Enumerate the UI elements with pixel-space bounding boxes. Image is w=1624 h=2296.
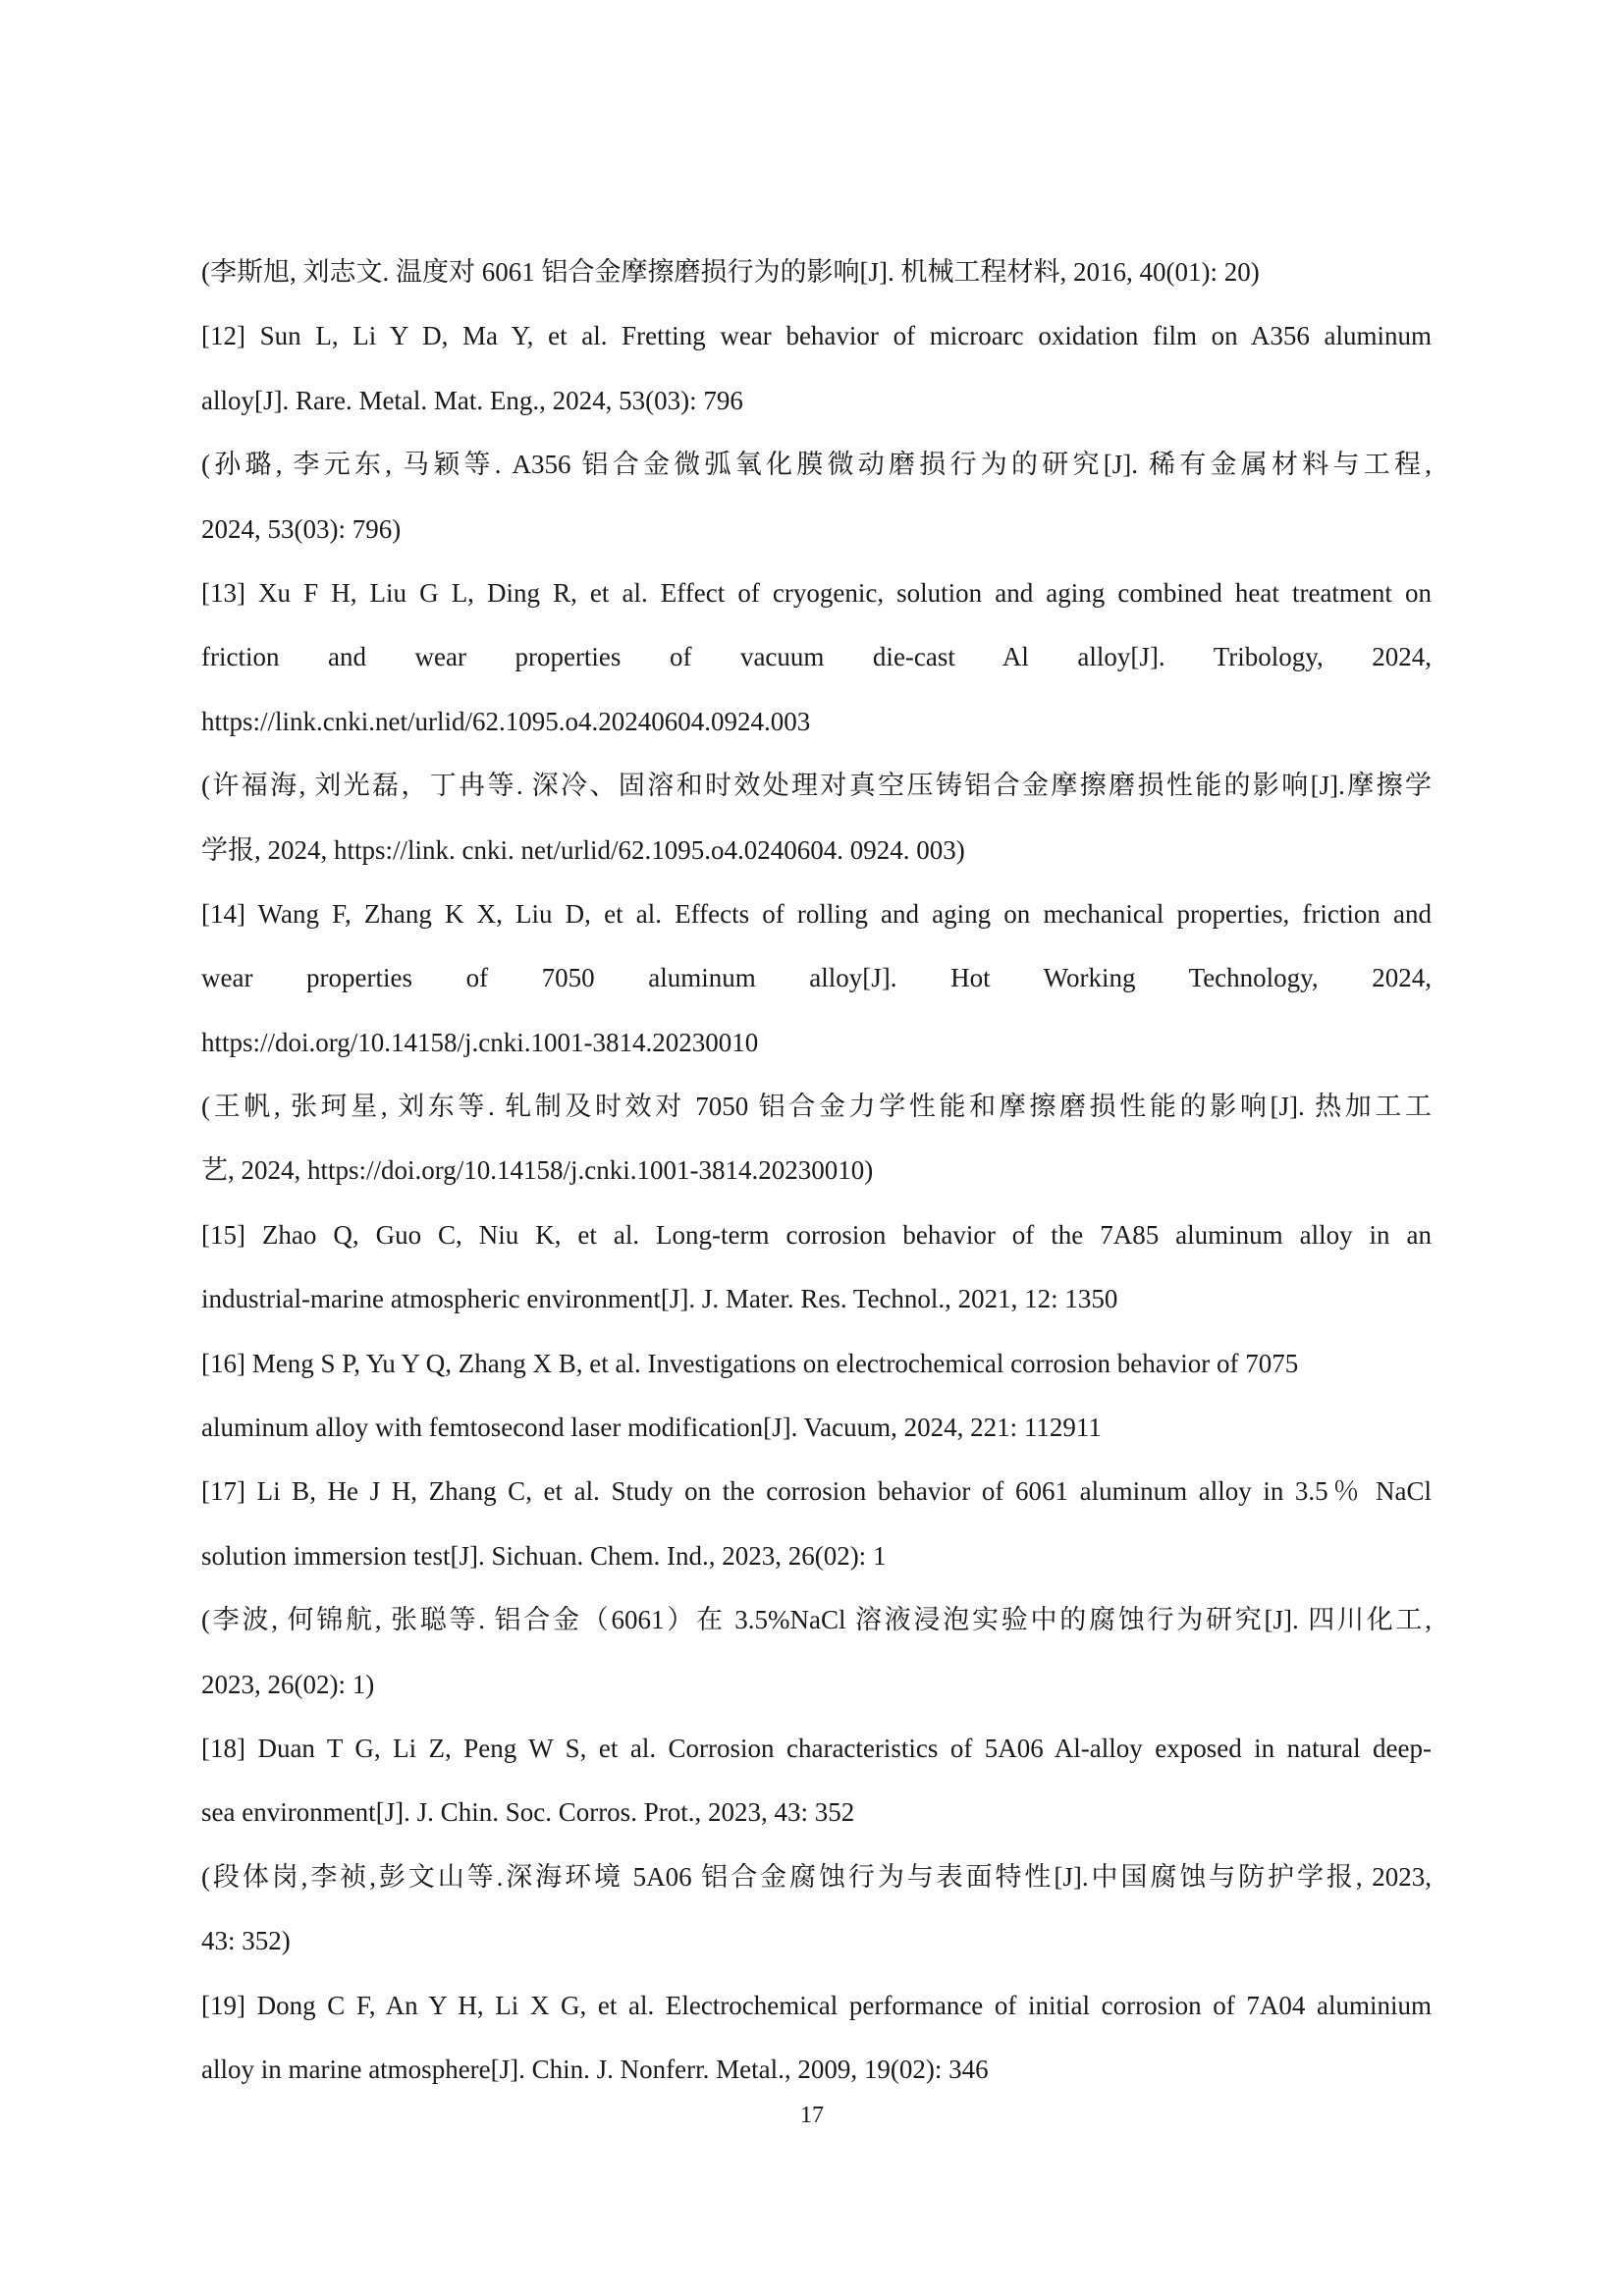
reference-line: industrial-marine atmospheric environment[J]. J. Mater. Res. Technol., 2021, 12: 1350	[201, 1284, 1118, 1314]
reference-line: [17] Li B, He J H, Zhang C, et al. Study on the corrosion behavior of 6061 aluminum alloy in 3.5％ NaCl	[201, 1476, 1432, 1507]
reference-line: (王帆, 张珂星, 刘东等. 轧制及时效对 7050 铝合金力学性能和摩擦磨损性能的影响[J]. 热加工工	[201, 1092, 1432, 1122]
reference-line: (许福海, 刘光磊，丁冉等. 深冷、固溶和时效处理对真空压铸铝合金摩擦磨损性能的影响[J].摩擦学	[201, 771, 1432, 801]
reference-line: [13] Xu F H, Liu G L, Ding R, et al. Effect of cryogenic, solution and aging combined heat treatment on	[201, 577, 1432, 608]
reference-line: (孙璐, 李元东, 马颖等. A356 铝合金微弧氧化膜微动磨损行为的研究[J]. 稀有金属材料与工程,	[201, 450, 1432, 480]
reference-line: https://link.cnki.net/urlid/62.1095.o4.20240604.0924.003	[201, 706, 811, 736]
reference-line: (段体岗,李祯,彭文山等.深海环境 5A06 铝合金腐蚀行为与表面特性[J].中国腐蚀与防护学报, 2023,	[201, 1861, 1432, 1892]
reference-line: alloy in marine atmosphere[J]. Chin. J. Nonferr. Metal., 2009, 19(02): 346	[201, 2054, 989, 2084]
reference-line: 2024, 53(03): 796)	[201, 513, 402, 544]
reference-line: alloy[J]. Rare. Metal. Mat. Eng., 2024, 53(03): 796	[201, 385, 743, 415]
reference-line: [19] Dong C F, An Y H, Li X G, et al. Electrochemical performance of initial corrosion of 7A04 aluminium	[201, 1990, 1432, 2020]
reference-line: [16] Meng S P, Yu Y Q, Zhang X B, et al. Investigations on electrochemical corrosion behavior of 7075	[201, 1348, 1299, 1378]
reference-line: friction and wear properties of vacuum die-cast Al alloy[J]. Tribology, 2024,	[201, 642, 1432, 672]
reference-line: [14] Wang F, Zhang K X, Liu D, et al. Effects of rolling and aging on mechanical properties, friction and	[201, 898, 1432, 929]
reference-line: [15] Zhao Q, Guo C, Niu K, et al. Long-term corrosion behavior of the 7A85 aluminum alloy in an	[201, 1219, 1432, 1250]
reference-line: (李斯旭, 刘志文. 温度对 6061 铝合金摩擦磨损行为的影响[J]. 机械工程材料, 2016, 40(01): 20)	[201, 257, 1260, 287]
reference-line: 2023, 26(02): 1)	[201, 1669, 375, 1699]
reference-list	[201, 240, 1432, 2102]
reference-line: https://doi.org/10.14158/j.cnki.1001-3814.20230010	[201, 1027, 759, 1057]
reference-line: aluminum alloy with femtosecond laser modification[J]. Vacuum, 2024, 221: 112911	[201, 1413, 1102, 1443]
reference-line: 艺, 2024, https://doi.org/10.14158/j.cnki.1001-3814.20230010)	[201, 1155, 874, 1186]
reference-line: 43: 352)	[201, 1926, 291, 1956]
reference-line: sea environment[J]. J. Chin. Soc. Corros. Prot., 2023, 43: 352	[201, 1797, 855, 1828]
reference-line: 学报, 2024, https://link. cnki. net/urlid/62.1095.o4.0240604. 0924. 003)	[201, 834, 965, 865]
reference-line: [18] Duan T G, Li Z, Peng W S, et al. Corrosion characteristics of 5A06 Al-alloy exposed in natural deep-	[201, 1733, 1432, 1763]
reference-line: (李波, 何锦航, 张聪等. 铝合金（6061）在 3.5%NaCl 溶液浸泡实验中的腐蚀行为研究[J]. 四川化工,	[201, 1605, 1432, 1635]
reference-line: wear properties of 7050 aluminum alloy[J]. Hot Working Technology, 2024,	[201, 963, 1432, 993]
reference-line: solution immersion test[J]. Sichuan. Chem. Ind., 2023, 26(02): 1	[201, 1540, 887, 1571]
reference-line: [12] Sun L, Li Y D, Ma Y, et al. Fretting wear behavior of microarc oxidation film on A356 aluminum	[201, 321, 1432, 351]
page-number: 17	[800, 2103, 824, 2128]
